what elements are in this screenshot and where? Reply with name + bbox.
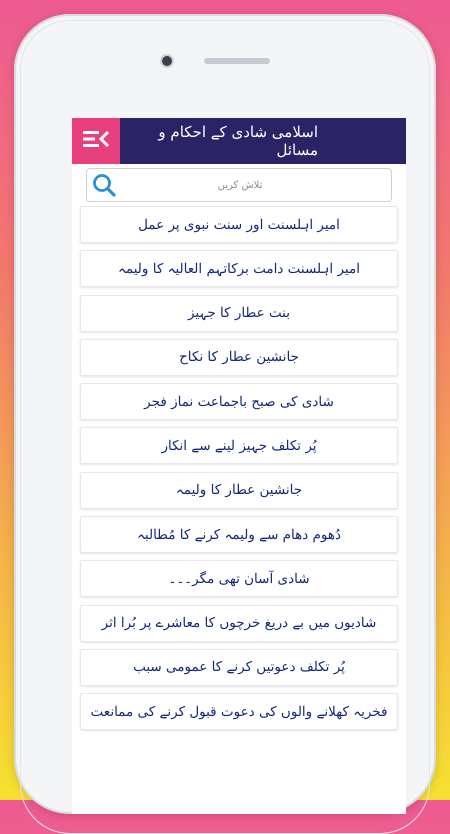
list-item[interactable] [80,427,398,464]
list-item[interactable] [80,649,398,686]
menu-arrow-icon [81,128,111,154]
list-item-label: شادی کی صبح باجماعت نماز فجر [144,393,334,410]
earpiece-speaker [204,58,270,64]
list-item-label: پُر تکلف جہیز لینے سے انکار [161,437,317,454]
list-item[interactable] [80,605,398,642]
search-bar [86,168,392,202]
list-item-label: فخریہ کھلانے والوں کی دعوت قبول کرنے کی ممانعت [90,703,388,720]
list-item[interactable] [80,295,398,332]
list-item[interactable] [80,250,398,287]
app-bar [72,118,406,164]
search-input[interactable] [121,170,391,200]
list-item-label: پُر تکلف دعوتیں کرنے کا عمومی سبب [133,659,345,676]
list-item[interactable] [80,516,398,553]
list-item[interactable] [80,472,398,509]
list-item[interactable] [80,693,398,730]
list-item-label: بنت عطار کا جہیز [187,305,291,322]
list-item-label: امیر اہلسنت دامت برکاتہم العالیہ کا ولیمہ [118,260,360,277]
search-icon[interactable] [87,170,121,200]
app-screen [72,118,406,814]
list-item-label: امیر اہلسنت اور سنت نبوی پر عمل [138,216,340,233]
list-item[interactable] [80,206,398,243]
list-item-label: دُھوم دھام سے ولیمہ کرنے کا مُطالبہ [136,526,342,543]
list-item[interactable] [80,339,398,376]
app-title: اسلامی شادی کے احکام و مسائل [158,123,318,159]
search-bar-container [72,164,406,204]
list-item-label: جانشین عطار کا نکاح [179,349,299,366]
list-item-label: شادیوں میں بے دریغ خرچوں کا معاشرے پر بُرا اثر [101,615,377,632]
list-item-label: جانشین عطار کا ولیمہ [175,482,303,499]
front-camera [162,56,172,66]
list-item-label: شادی آسان تھی مگر۔۔۔ [168,570,310,587]
menu-button[interactable] [72,118,120,164]
topic-list [72,204,406,730]
list-item[interactable] [80,383,398,420]
phone-frame [14,14,436,814]
list-item[interactable] [80,560,398,597]
